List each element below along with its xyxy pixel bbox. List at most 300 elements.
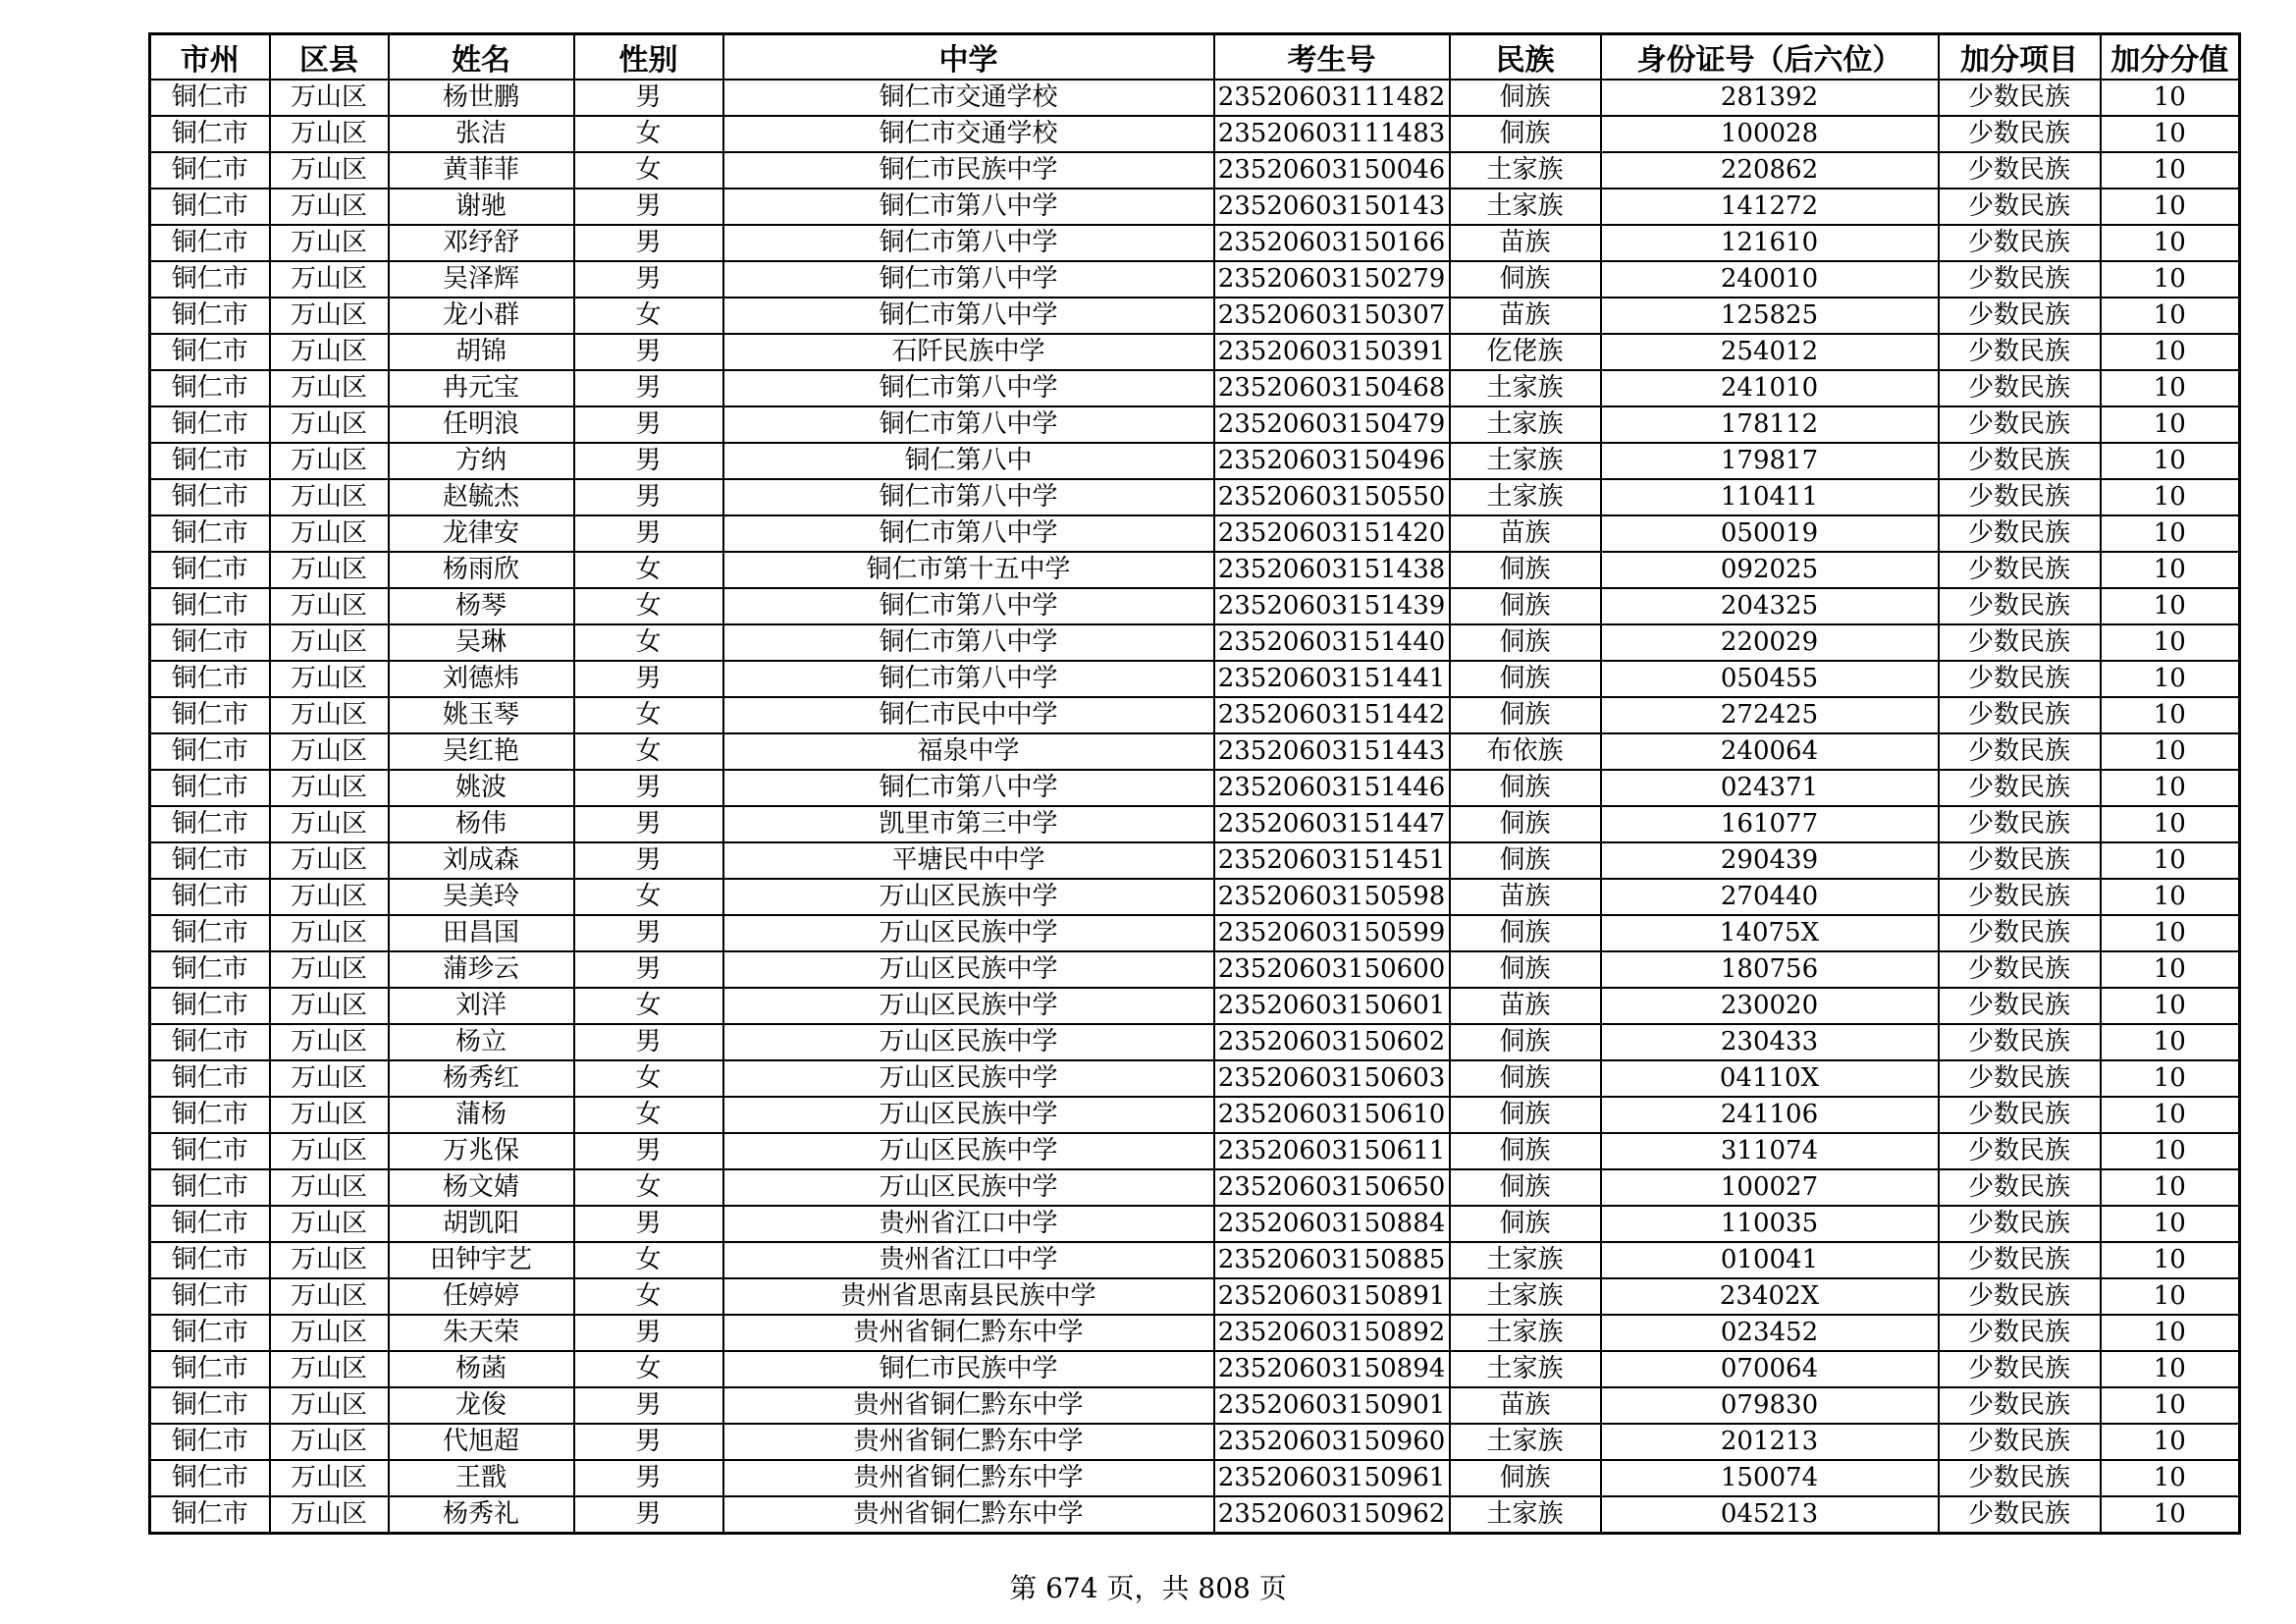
cell-exam-number: 23520603150598 bbox=[1214, 879, 1450, 915]
cell-ethnicity: 侗族 bbox=[1450, 80, 1601, 116]
column-header-school: 中学 bbox=[723, 34, 1214, 81]
cell-bonus-item: 少数民族 bbox=[1939, 370, 2101, 406]
table-row bbox=[150, 189, 2240, 225]
cell-exam-number: 23520603150550 bbox=[1214, 479, 1450, 515]
cell-exam-number: 23520603150046 bbox=[1214, 152, 1450, 189]
cell-name: 杨世鹏 bbox=[389, 80, 574, 116]
column-header-ethnicity: 民族 bbox=[1450, 34, 1601, 81]
table-row bbox=[150, 1496, 2240, 1534]
cell-school: 铜仁市第八中学 bbox=[723, 406, 1214, 443]
table-row bbox=[150, 479, 2240, 515]
cell-county: 万山区 bbox=[270, 225, 389, 261]
cell-ethnicity: 土家族 bbox=[1450, 479, 1601, 515]
column-header-exam-number: 考生号 bbox=[1214, 34, 1450, 81]
cell-exam-number: 23520603151420 bbox=[1214, 515, 1450, 552]
cell-name: 刘德炜 bbox=[389, 661, 574, 697]
cell-name: 谢驰 bbox=[389, 189, 574, 225]
table-row bbox=[150, 588, 2240, 624]
cell-id-last-six: 230433 bbox=[1601, 1024, 1939, 1060]
cell-id-last-six: 050019 bbox=[1601, 515, 1939, 552]
cell-county: 万山区 bbox=[270, 80, 389, 116]
cell-exam-number: 23520603150391 bbox=[1214, 334, 1450, 370]
cell-ethnicity: 侗族 bbox=[1450, 1024, 1601, 1060]
cell-bonus-points: 10 bbox=[2101, 370, 2240, 406]
cell-city: 铜仁市 bbox=[150, 152, 270, 189]
cell-bonus-item: 少数民族 bbox=[1939, 1097, 2101, 1133]
cell-gender: 男 bbox=[574, 443, 723, 479]
cell-bonus-item: 少数民族 bbox=[1939, 1351, 2101, 1387]
cell-bonus-points: 10 bbox=[2101, 1242, 2240, 1278]
column-header-gender: 性别 bbox=[574, 34, 723, 81]
cell-bonus-item: 少数民族 bbox=[1939, 116, 2101, 152]
cell-gender: 男 bbox=[574, 842, 723, 879]
cell-city: 铜仁市 bbox=[150, 298, 270, 334]
cell-id-last-six: 141272 bbox=[1601, 189, 1939, 225]
cell-bonus-item: 少数民族 bbox=[1939, 1133, 2101, 1169]
page-number-footer: 第 674 页，共 808 页 bbox=[1009, 1572, 1287, 1604]
cell-county: 万山区 bbox=[270, 588, 389, 624]
cell-county: 万山区 bbox=[270, 1351, 389, 1387]
cell-gender: 男 bbox=[574, 806, 723, 842]
cell-ethnicity: 侗族 bbox=[1450, 552, 1601, 588]
cell-id-last-six: 045213 bbox=[1601, 1496, 1939, 1534]
cell-bonus-points: 10 bbox=[2101, 1024, 2240, 1060]
cell-school: 铜仁市第八中学 bbox=[723, 515, 1214, 552]
cell-ethnicity: 苗族 bbox=[1450, 1387, 1601, 1424]
cell-gender: 男 bbox=[574, 1206, 723, 1242]
cell-id-last-six: 201213 bbox=[1601, 1424, 1939, 1460]
cell-exam-number: 23520603111482 bbox=[1214, 80, 1450, 116]
cell-county: 万山区 bbox=[270, 1387, 389, 1424]
cell-bonus-points: 10 bbox=[2101, 298, 2240, 334]
cell-id-last-six: 311074 bbox=[1601, 1133, 1939, 1169]
cell-exam-number: 23520603150603 bbox=[1214, 1060, 1450, 1097]
score-bonus-table-container bbox=[148, 32, 2238, 1535]
cell-name: 胡凯阳 bbox=[389, 1206, 574, 1242]
cell-city: 铜仁市 bbox=[150, 1387, 270, 1424]
cell-ethnicity: 苗族 bbox=[1450, 515, 1601, 552]
cell-gender: 男 bbox=[574, 1315, 723, 1351]
cell-bonus-item: 少数民族 bbox=[1939, 479, 2101, 515]
cell-bonus-item: 少数民族 bbox=[1939, 152, 2101, 189]
cell-name: 刘洋 bbox=[389, 988, 574, 1024]
cell-gender: 男 bbox=[574, 951, 723, 988]
cell-city: 铜仁市 bbox=[150, 1351, 270, 1387]
cell-city: 铜仁市 bbox=[150, 443, 270, 479]
cell-bonus-item: 少数民族 bbox=[1939, 1387, 2101, 1424]
cell-name: 田昌国 bbox=[389, 915, 574, 951]
cell-bonus-points: 10 bbox=[2101, 1424, 2240, 1460]
cell-county: 万山区 bbox=[270, 298, 389, 334]
cell-ethnicity: 土家族 bbox=[1450, 1496, 1601, 1534]
cell-city: 铜仁市 bbox=[150, 879, 270, 915]
cell-county: 万山区 bbox=[270, 1496, 389, 1534]
cell-bonus-points: 10 bbox=[2101, 733, 2240, 770]
cell-bonus-points: 10 bbox=[2101, 1460, 2240, 1496]
cell-county: 万山区 bbox=[270, 661, 389, 697]
cell-school: 石阡民族中学 bbox=[723, 334, 1214, 370]
cell-city: 铜仁市 bbox=[150, 1169, 270, 1206]
cell-bonus-points: 10 bbox=[2101, 80, 2240, 116]
cell-bonus-points: 10 bbox=[2101, 1097, 2240, 1133]
cell-exam-number: 23520603150892 bbox=[1214, 1315, 1450, 1351]
table-row bbox=[150, 552, 2240, 588]
cell-ethnicity: 土家族 bbox=[1450, 1351, 1601, 1387]
cell-id-last-six: 204325 bbox=[1601, 588, 1939, 624]
table-row bbox=[150, 1278, 2240, 1315]
cell-exam-number: 23520603150602 bbox=[1214, 1024, 1450, 1060]
cell-gender: 男 bbox=[574, 1424, 723, 1460]
cell-county: 万山区 bbox=[270, 1278, 389, 1315]
cell-exam-number: 23520603151438 bbox=[1214, 552, 1450, 588]
cell-school: 万山区民族中学 bbox=[723, 1060, 1214, 1097]
cell-school: 万山区民族中学 bbox=[723, 879, 1214, 915]
table-row bbox=[150, 370, 2240, 406]
cell-school: 铜仁市交通学校 bbox=[723, 80, 1214, 116]
cell-school: 万山区民族中学 bbox=[723, 1024, 1214, 1060]
cell-city: 铜仁市 bbox=[150, 479, 270, 515]
cell-ethnicity: 仡佬族 bbox=[1450, 334, 1601, 370]
cell-gender: 女 bbox=[574, 116, 723, 152]
cell-ethnicity: 侗族 bbox=[1450, 1133, 1601, 1169]
cell-county: 万山区 bbox=[270, 1460, 389, 1496]
cell-bonus-item: 少数民族 bbox=[1939, 1460, 2101, 1496]
cell-city: 铜仁市 bbox=[150, 334, 270, 370]
cell-ethnicity: 苗族 bbox=[1450, 879, 1601, 915]
cell-county: 万山区 bbox=[270, 1206, 389, 1242]
cell-bonus-points: 10 bbox=[2101, 1278, 2240, 1315]
table-row bbox=[150, 80, 2240, 116]
cell-exam-number: 23520603150610 bbox=[1214, 1097, 1450, 1133]
cell-school: 铜仁市民族中学 bbox=[723, 152, 1214, 189]
cell-ethnicity: 侗族 bbox=[1450, 1097, 1601, 1133]
cell-county: 万山区 bbox=[270, 1424, 389, 1460]
cell-id-last-six: 241010 bbox=[1601, 370, 1939, 406]
cell-id-last-six: 23402X bbox=[1601, 1278, 1939, 1315]
cell-id-last-six: 110411 bbox=[1601, 479, 1939, 515]
cell-exam-number: 23520603151442 bbox=[1214, 697, 1450, 733]
column-header-id-last-six: 身份证号（后六位） bbox=[1601, 34, 1939, 81]
cell-city: 铜仁市 bbox=[150, 370, 270, 406]
cell-county: 万山区 bbox=[270, 879, 389, 915]
cell-bonus-item: 少数民族 bbox=[1939, 1060, 2101, 1097]
cell-ethnicity: 土家族 bbox=[1450, 443, 1601, 479]
table-row bbox=[150, 951, 2240, 988]
cell-school: 铜仁市第八中学 bbox=[723, 370, 1214, 406]
cell-ethnicity: 侗族 bbox=[1450, 624, 1601, 661]
table-row bbox=[150, 624, 2240, 661]
cell-exam-number: 23520603150961 bbox=[1214, 1460, 1450, 1496]
cell-id-last-six: 070064 bbox=[1601, 1351, 1939, 1387]
cell-city: 铜仁市 bbox=[150, 1060, 270, 1097]
cell-bonus-item: 少数民族 bbox=[1939, 443, 2101, 479]
cell-name: 张洁 bbox=[389, 116, 574, 152]
cell-county: 万山区 bbox=[270, 406, 389, 443]
cell-school: 铜仁市第八中学 bbox=[723, 261, 1214, 298]
cell-name: 田钟宇艺 bbox=[389, 1242, 574, 1278]
cell-bonus-item: 少数民族 bbox=[1939, 733, 2101, 770]
cell-id-last-six: 100028 bbox=[1601, 116, 1939, 152]
cell-ethnicity: 侗族 bbox=[1450, 1460, 1601, 1496]
cell-exam-number: 23520603150279 bbox=[1214, 261, 1450, 298]
cell-gender: 男 bbox=[574, 370, 723, 406]
cell-city: 铜仁市 bbox=[150, 661, 270, 697]
cell-exam-number: 23520603151443 bbox=[1214, 733, 1450, 770]
cell-gender: 女 bbox=[574, 1351, 723, 1387]
cell-bonus-item: 少数民族 bbox=[1939, 552, 2101, 588]
cell-name: 姚玉琴 bbox=[389, 697, 574, 733]
cell-ethnicity: 布依族 bbox=[1450, 733, 1601, 770]
table-row bbox=[150, 152, 2240, 189]
table-row bbox=[150, 733, 2240, 770]
cell-city: 铜仁市 bbox=[150, 951, 270, 988]
cell-name: 杨雨欣 bbox=[389, 552, 574, 588]
cell-name: 杨伟 bbox=[389, 806, 574, 842]
cell-bonus-points: 10 bbox=[2101, 806, 2240, 842]
table-row bbox=[150, 879, 2240, 915]
cell-bonus-points: 10 bbox=[2101, 225, 2240, 261]
table-row bbox=[150, 1097, 2240, 1133]
cell-county: 万山区 bbox=[270, 479, 389, 515]
cell-county: 万山区 bbox=[270, 1024, 389, 1060]
cell-bonus-points: 10 bbox=[2101, 189, 2240, 225]
cell-bonus-item: 少数民族 bbox=[1939, 806, 2101, 842]
cell-name: 邓纾舒 bbox=[389, 225, 574, 261]
cell-bonus-item: 少数民族 bbox=[1939, 515, 2101, 552]
cell-school: 万山区民族中学 bbox=[723, 951, 1214, 988]
cell-county: 万山区 bbox=[270, 1242, 389, 1278]
cell-city: 铜仁市 bbox=[150, 588, 270, 624]
cell-city: 铜仁市 bbox=[150, 261, 270, 298]
cell-id-last-six: 230020 bbox=[1601, 988, 1939, 1024]
cell-county: 万山区 bbox=[270, 552, 389, 588]
cell-gender: 女 bbox=[574, 1242, 723, 1278]
cell-gender: 女 bbox=[574, 988, 723, 1024]
cell-school: 贵州省铜仁黔东中学 bbox=[723, 1315, 1214, 1351]
cell-gender: 女 bbox=[574, 1169, 723, 1206]
cell-bonus-item: 少数民族 bbox=[1939, 988, 2101, 1024]
cell-bonus-item: 少数民族 bbox=[1939, 624, 2101, 661]
cell-gender: 男 bbox=[574, 770, 723, 806]
cell-bonus-points: 10 bbox=[2101, 1351, 2240, 1387]
cell-bonus-points: 10 bbox=[2101, 116, 2240, 152]
cell-city: 铜仁市 bbox=[150, 1024, 270, 1060]
cell-city: 铜仁市 bbox=[150, 733, 270, 770]
cell-name: 朱天荣 bbox=[389, 1315, 574, 1351]
cell-name: 吴红艳 bbox=[389, 733, 574, 770]
cell-city: 铜仁市 bbox=[150, 552, 270, 588]
cell-county: 万山区 bbox=[270, 842, 389, 879]
cell-name: 姚波 bbox=[389, 770, 574, 806]
cell-bonus-item: 少数民族 bbox=[1939, 1315, 2101, 1351]
table-row bbox=[150, 988, 2240, 1024]
cell-bonus-points: 10 bbox=[2101, 1387, 2240, 1424]
cell-name: 赵毓杰 bbox=[389, 479, 574, 515]
cell-name: 蒲杨 bbox=[389, 1097, 574, 1133]
cell-city: 铜仁市 bbox=[150, 624, 270, 661]
cell-name: 杨秀红 bbox=[389, 1060, 574, 1097]
cell-county: 万山区 bbox=[270, 370, 389, 406]
cell-id-last-six: 179817 bbox=[1601, 443, 1939, 479]
cell-exam-number: 23520603150601 bbox=[1214, 988, 1450, 1024]
cell-exam-number: 23520603150166 bbox=[1214, 225, 1450, 261]
cell-id-last-six: 14075X bbox=[1601, 915, 1939, 951]
cell-bonus-points: 10 bbox=[2101, 334, 2240, 370]
cell-county: 万山区 bbox=[270, 733, 389, 770]
table-row bbox=[150, 1424, 2240, 1460]
cell-gender: 女 bbox=[574, 552, 723, 588]
cell-id-last-six: 272425 bbox=[1601, 697, 1939, 733]
cell-ethnicity: 侗族 bbox=[1450, 1060, 1601, 1097]
cell-city: 铜仁市 bbox=[150, 1278, 270, 1315]
cell-name: 蒲珍云 bbox=[389, 951, 574, 988]
cell-bonus-points: 10 bbox=[2101, 152, 2240, 189]
cell-bonus-item: 少数民族 bbox=[1939, 1496, 2101, 1534]
cell-school: 铜仁市第八中学 bbox=[723, 588, 1214, 624]
cell-id-last-six: 220862 bbox=[1601, 152, 1939, 189]
cell-gender: 男 bbox=[574, 1133, 723, 1169]
cell-ethnicity: 苗族 bbox=[1450, 225, 1601, 261]
cell-name: 王戬 bbox=[389, 1460, 574, 1496]
cell-exam-number: 23520603151440 bbox=[1214, 624, 1450, 661]
cell-ethnicity: 土家族 bbox=[1450, 406, 1601, 443]
table-row bbox=[150, 261, 2240, 298]
cell-gender: 女 bbox=[574, 588, 723, 624]
column-header-bonus-item: 加分项目 bbox=[1939, 34, 2101, 81]
cell-ethnicity: 侗族 bbox=[1450, 261, 1601, 298]
cell-name: 吴美玲 bbox=[389, 879, 574, 915]
table-row bbox=[150, 1351, 2240, 1387]
cell-school: 铜仁市民中中学 bbox=[723, 697, 1214, 733]
cell-gender: 男 bbox=[574, 661, 723, 697]
cell-id-last-six: 281392 bbox=[1601, 80, 1939, 116]
cell-gender: 男 bbox=[574, 80, 723, 116]
cell-county: 万山区 bbox=[270, 1169, 389, 1206]
cell-exam-number: 23520603150599 bbox=[1214, 915, 1450, 951]
cell-county: 万山区 bbox=[270, 988, 389, 1024]
cell-school: 凯里市第三中学 bbox=[723, 806, 1214, 842]
cell-city: 铜仁市 bbox=[150, 189, 270, 225]
cell-city: 铜仁市 bbox=[150, 1315, 270, 1351]
cell-city: 铜仁市 bbox=[150, 697, 270, 733]
cell-bonus-points: 10 bbox=[2101, 624, 2240, 661]
cell-bonus-points: 10 bbox=[2101, 842, 2240, 879]
table-row bbox=[150, 225, 2240, 261]
cell-bonus-item: 少数民族 bbox=[1939, 189, 2101, 225]
cell-county: 万山区 bbox=[270, 116, 389, 152]
cell-bonus-item: 少数民族 bbox=[1939, 261, 2101, 298]
cell-city: 铜仁市 bbox=[150, 116, 270, 152]
cell-id-last-six: 240064 bbox=[1601, 733, 1939, 770]
cell-city: 铜仁市 bbox=[150, 1206, 270, 1242]
cell-school: 万山区民族中学 bbox=[723, 1169, 1214, 1206]
cell-city: 铜仁市 bbox=[150, 1097, 270, 1133]
cell-school: 铜仁市第十五中学 bbox=[723, 552, 1214, 588]
cell-gender: 女 bbox=[574, 1060, 723, 1097]
cell-id-last-six: 079830 bbox=[1601, 1387, 1939, 1424]
table-row bbox=[150, 842, 2240, 879]
cell-id-last-six: 110035 bbox=[1601, 1206, 1939, 1242]
cell-exam-number: 23520603151439 bbox=[1214, 588, 1450, 624]
cell-bonus-item: 少数民族 bbox=[1939, 879, 2101, 915]
cell-exam-number: 23520603150479 bbox=[1214, 406, 1450, 443]
table-row bbox=[150, 1060, 2240, 1097]
cell-ethnicity: 土家族 bbox=[1450, 1278, 1601, 1315]
cell-id-last-six: 150074 bbox=[1601, 1460, 1939, 1496]
cell-bonus-points: 10 bbox=[2101, 1060, 2240, 1097]
cell-ethnicity: 苗族 bbox=[1450, 988, 1601, 1024]
cell-bonus-points: 10 bbox=[2101, 406, 2240, 443]
cell-name: 胡锦 bbox=[389, 334, 574, 370]
table-row bbox=[150, 915, 2240, 951]
table-row bbox=[150, 334, 2240, 370]
cell-name: 龙小群 bbox=[389, 298, 574, 334]
cell-school: 贵州省江口中学 bbox=[723, 1206, 1214, 1242]
cell-id-last-six: 161077 bbox=[1601, 806, 1939, 842]
cell-exam-number: 23520603150960 bbox=[1214, 1424, 1450, 1460]
cell-city: 铜仁市 bbox=[150, 1496, 270, 1534]
cell-gender: 男 bbox=[574, 334, 723, 370]
cell-school: 铜仁第八中 bbox=[723, 443, 1214, 479]
cell-exam-number: 23520603151446 bbox=[1214, 770, 1450, 806]
cell-county: 万山区 bbox=[270, 951, 389, 988]
cell-id-last-six: 180756 bbox=[1601, 951, 1939, 988]
cell-bonus-item: 少数民族 bbox=[1939, 298, 2101, 334]
cell-bonus-item: 少数民族 bbox=[1939, 225, 2101, 261]
cell-exam-number: 23520603111483 bbox=[1214, 116, 1450, 152]
cell-county: 万山区 bbox=[270, 915, 389, 951]
cell-bonus-points: 10 bbox=[2101, 1133, 2240, 1169]
cell-school: 贵州省江口中学 bbox=[723, 1242, 1214, 1278]
cell-school: 万山区民族中学 bbox=[723, 1097, 1214, 1133]
cell-school: 万山区民族中学 bbox=[723, 915, 1214, 951]
cell-ethnicity: 土家族 bbox=[1450, 189, 1601, 225]
cell-bonus-points: 10 bbox=[2101, 697, 2240, 733]
cell-county: 万山区 bbox=[270, 515, 389, 552]
cell-bonus-item: 少数民族 bbox=[1939, 842, 2101, 879]
cell-name: 杨菡 bbox=[389, 1351, 574, 1387]
cell-bonus-points: 10 bbox=[2101, 1169, 2240, 1206]
cell-county: 万山区 bbox=[270, 261, 389, 298]
cell-city: 铜仁市 bbox=[150, 842, 270, 879]
cell-city: 铜仁市 bbox=[150, 1460, 270, 1496]
cell-city: 铜仁市 bbox=[150, 1424, 270, 1460]
cell-id-last-six: 241106 bbox=[1601, 1097, 1939, 1133]
table-row bbox=[150, 806, 2240, 842]
cell-school: 铜仁市第八中学 bbox=[723, 189, 1214, 225]
cell-bonus-item: 少数民族 bbox=[1939, 588, 2101, 624]
cell-id-last-six: 125825 bbox=[1601, 298, 1939, 334]
cell-ethnicity: 土家族 bbox=[1450, 1424, 1601, 1460]
cell-city: 铜仁市 bbox=[150, 406, 270, 443]
cell-ethnicity: 侗族 bbox=[1450, 915, 1601, 951]
cell-county: 万山区 bbox=[270, 624, 389, 661]
column-header-name: 姓名 bbox=[389, 34, 574, 81]
cell-gender: 男 bbox=[574, 915, 723, 951]
cell-bonus-points: 10 bbox=[2101, 261, 2240, 298]
cell-gender: 男 bbox=[574, 261, 723, 298]
cell-gender: 男 bbox=[574, 1387, 723, 1424]
cell-ethnicity: 土家族 bbox=[1450, 1315, 1601, 1351]
cell-bonus-item: 少数民族 bbox=[1939, 770, 2101, 806]
cell-id-last-six: 092025 bbox=[1601, 552, 1939, 588]
cell-school: 铜仁市第八中学 bbox=[723, 661, 1214, 697]
cell-gender: 男 bbox=[574, 1496, 723, 1534]
table-row bbox=[150, 1242, 2240, 1278]
cell-ethnicity: 侗族 bbox=[1450, 770, 1601, 806]
table-row bbox=[150, 116, 2240, 152]
table-row bbox=[150, 1169, 2240, 1206]
